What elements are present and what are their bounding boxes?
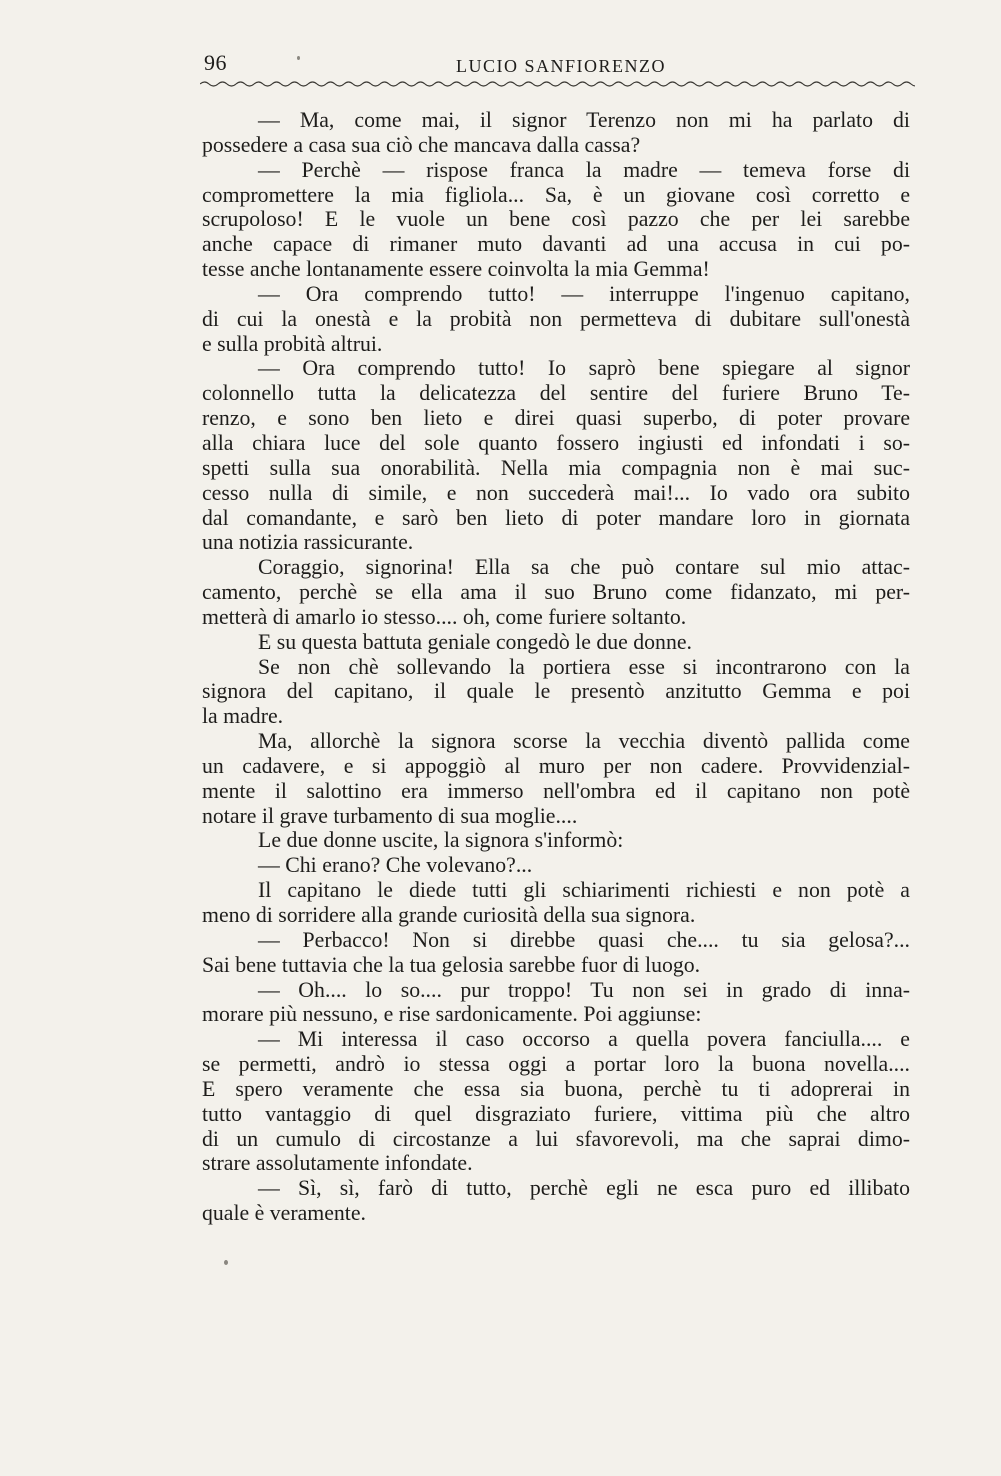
text-line: E su questa battuta geniale congedò le due donne. (258, 629, 692, 654)
text-line: — Ora comprendo tutto! — interruppe l'ingenuo capitano, (258, 281, 910, 306)
text-line: meno di sorridere alla grande curiosità della sua signora. (202, 903, 696, 927)
text-line: spetti sulla sua onorabilità. Nella mia compagnia non è mai suc- (202, 455, 910, 480)
text-line: E spero veramente che essa sia buona, perchè tu ti adoprerai in (202, 1076, 910, 1101)
text-line: notare il grave turbamento di sua moglie.... (202, 803, 578, 828)
page-number: 96 (204, 50, 227, 75)
text-line: la madre. (202, 704, 284, 729)
text-line: Ma, allorchè la signora scorse la vecchia diventò pallida come (258, 729, 910, 754)
text-line: Le due donne uscite, la signora s'informò: (258, 828, 624, 853)
text-line: mente il salottino era immerso nell'ombra ed il capitano non potè (202, 778, 910, 803)
text-line: metterà di amarlo io stesso.... oh, come furiere soltanto. (202, 604, 687, 629)
text-line: camento, perchè se ella ama il suo Bruno come fidanzato, mi per- (202, 580, 910, 605)
text-line: tutto vantaggio di quel disgraziato furiere, vittima più che altro (202, 1101, 910, 1126)
text-line: compromettere la mia figliola... Sa, è un giovane così corretto e (202, 182, 910, 207)
text-line: scrupoloso! E le vuole un bene così pazzo che per lei sarebbe (202, 207, 910, 232)
text-line: dal comandante, e sarò ben lieto di poter mandare loro in giornata (202, 505, 910, 530)
text-line: — Ma, come mai, il signor Terenzo non mi ha parlato di (258, 108, 910, 132)
text-line: una notizia rassicurante. (202, 530, 414, 555)
text-line: tesse anche lontanamente essere coinvolta la mia Gemma! (202, 257, 710, 282)
text-line: Se non chè sollevando la portiera esse si incontrarono con la (258, 654, 910, 679)
text-line: — Perbacco! Non si direbbe quasi che.... tu sia gelosa?... (258, 927, 910, 952)
text-line: — Perchè — rispose franca la madre — temeva forse di (258, 157, 910, 182)
text-line: possedere a casa sua ciò che mancava dalla cassa? (202, 132, 641, 157)
text-line: Coraggio, signorina! Ella sa che può contare sul mio attac- (258, 555, 910, 580)
running-title: LUCIO SANFIORENZO (456, 56, 666, 76)
text-line: — Sì, sì, farò di tutto, perchè egli ne esca puro ed illibato (258, 1176, 910, 1201)
print-speck (297, 56, 300, 60)
text-line: morare più nessuno, e rise sardonicamente. Poi aggiunse: (202, 1002, 702, 1027)
print-speck (224, 1260, 228, 1265)
text-line: quale è veramente. (202, 1201, 366, 1226)
text-line: — Mi interessa il caso occorso a quella povera fanciulla.... e (258, 1027, 910, 1052)
text-line: Sai bene tuttavia che la tua gelosia sarebbe fuor di luogo. (202, 952, 701, 977)
text-line: renzo, e sono ben lieto e direi quasi superbo, di poter provare (202, 406, 910, 431)
text-line: strare assolutamente infondate. (202, 1151, 473, 1176)
text-line: se permetti, andrò io stessa oggi a portar loro la buona novella.... (202, 1052, 910, 1077)
text-line: — Chi erano? Che volevano?... (258, 853, 533, 878)
text-line: di un cumulo di circostanze a lui sfavorevoli, ma che saprai dimo- (202, 1126, 910, 1151)
text-line: — Oh.... lo so.... pur troppo! Tu non sei in grado di inna- (258, 977, 910, 1002)
text-line: Il capitano le diede tutti gli schiarimenti richiesti e non potè a (258, 878, 910, 903)
text-line: anche capace di rimaner muto davanti ad una accusa in cui po- (202, 232, 910, 257)
text-line: cesso nulla di simile, e non succederà mai!... Io vado ora subito (202, 480, 910, 505)
text-line: di cui la onestà e la probità non permetteva di dubitare sull'onestà (202, 306, 910, 331)
text-line: un cadavere, e si appoggiò al muro per non cadere. Provvidenzial- (202, 753, 910, 778)
text-line: signora del capitano, il quale le presentò anzitutto Gemma e poi (202, 679, 910, 704)
page-header (200, 50, 915, 90)
body-text (202, 108, 910, 1226)
text-line: — Ora comprendo tutto! Io saprò bene spiegare al signor (258, 356, 910, 381)
text-line: colonnello tutta la delicatezza del sentire del furiere Bruno Te- (202, 381, 910, 406)
text-line: e sulla probità altrui. (202, 331, 383, 356)
text-line: alla chiara luce del sole quanto fossero ingiusti ed infondati i so- (202, 430, 910, 455)
header-wavy-rule (200, 80, 915, 88)
